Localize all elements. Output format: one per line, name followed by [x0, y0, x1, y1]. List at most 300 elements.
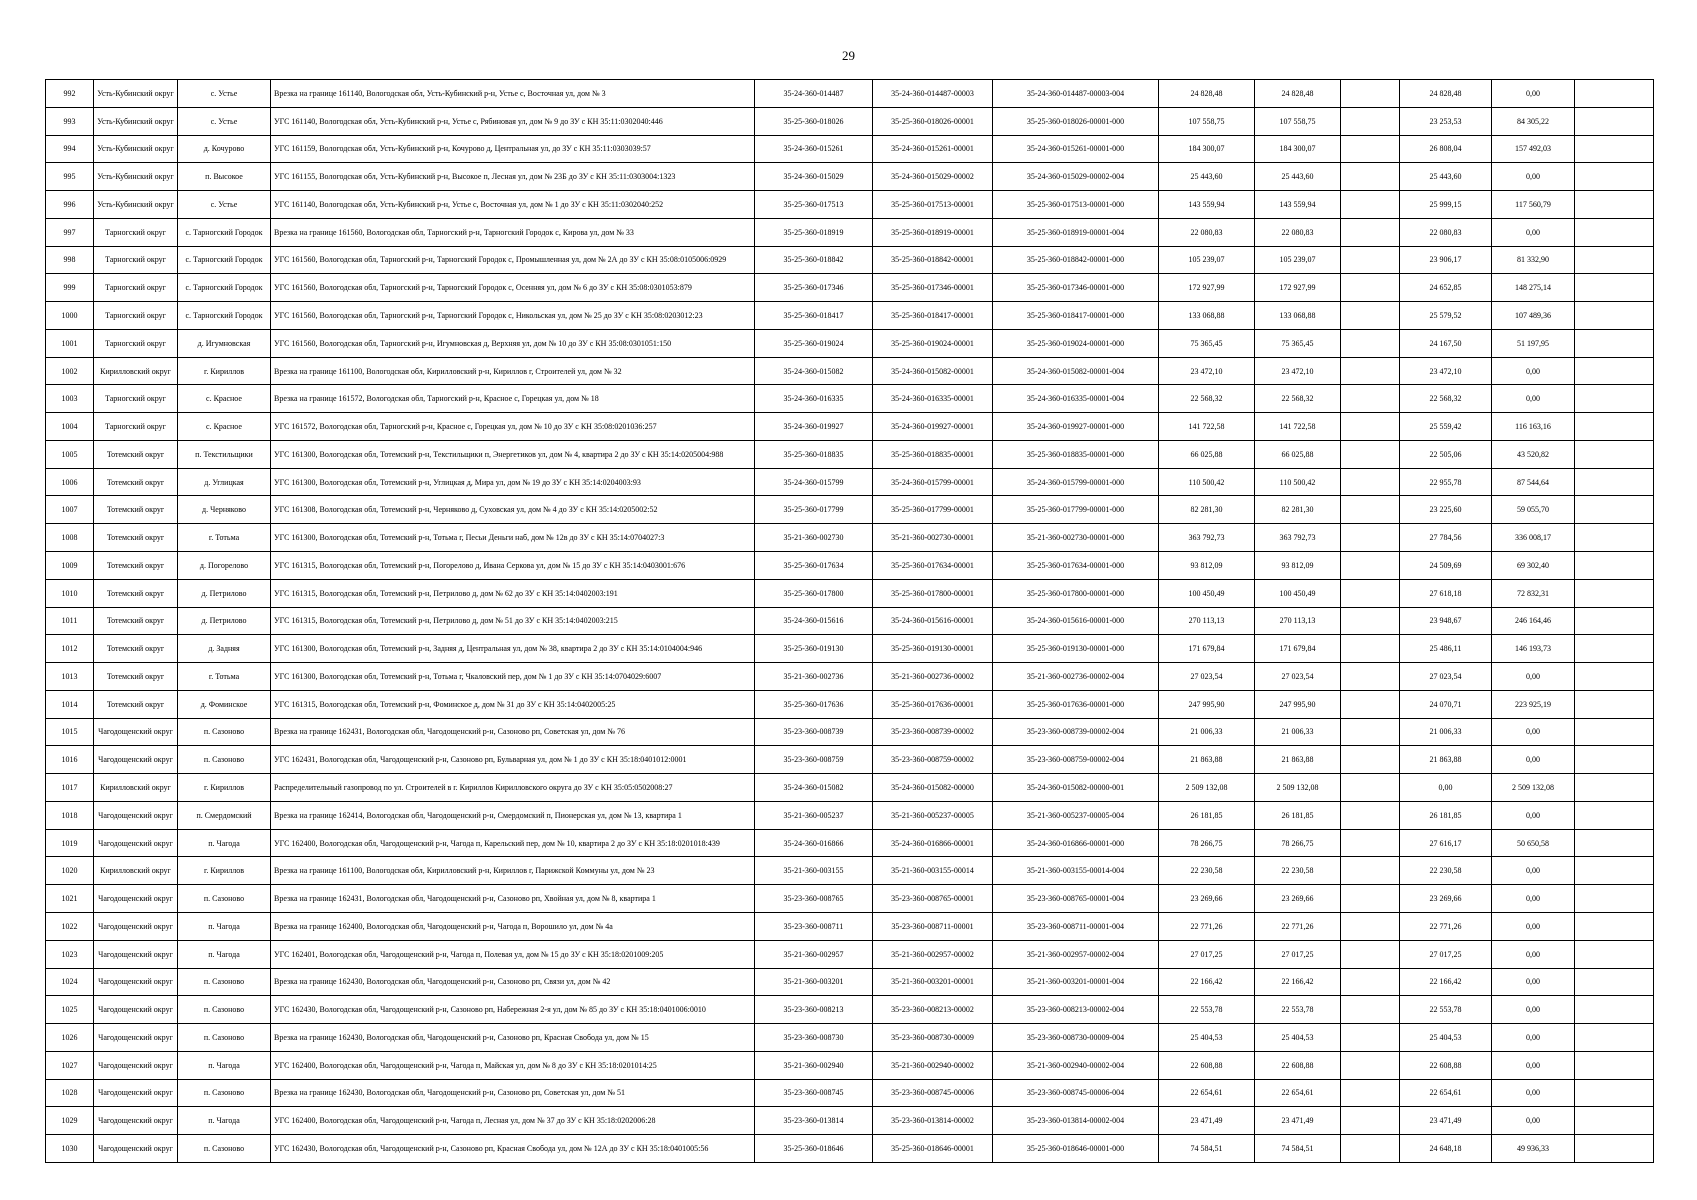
- empty-cell: [1341, 524, 1400, 552]
- amount-cell: 22 166,42: [1400, 968, 1492, 996]
- initial-cost-cell: 27 023,54: [1159, 663, 1255, 691]
- row-number-cell: 1005: [46, 440, 94, 468]
- row-number-cell: 1018: [46, 801, 94, 829]
- locality-cell: п. Сазоново: [178, 968, 271, 996]
- remaining-cost-cell: 50 650,58: [1492, 829, 1575, 857]
- table-row: [46, 191, 1654, 219]
- table-row: [46, 996, 1654, 1024]
- initial-cost-cell: 22 568,32: [1159, 385, 1255, 413]
- row-number-cell: 1009: [46, 552, 94, 580]
- row-number-cell: 1011: [46, 607, 94, 635]
- subobject-code-cell: 35-25-360-018417-00001: [873, 302, 993, 330]
- full-code-cell: 35-25-360-017799-00001-000: [993, 496, 1159, 524]
- address-cell: УГС 161159, Вологодская обл, Усть-Кубинский р-н, Кочурово д, Центральная ул, до ЗУ с КН 35:11:0303039:57: [271, 135, 755, 163]
- notes-cell: [1575, 940, 1654, 968]
- table-row: [46, 579, 1654, 607]
- full-code-cell: 35-25-360-019130-00001-000: [993, 635, 1159, 663]
- remaining-cost-cell: 0,00: [1492, 801, 1575, 829]
- object-code-cell: 35-25-360-018919: [755, 218, 873, 246]
- address-cell: УГС 161300, Вологодская обл, Тотемский р-н, Задняя д, Центральная ул, дом № 38, квартира 2 до ЗУ с КН 35:14:0104004:946: [271, 635, 755, 663]
- address-cell: УГС 161315, Вологодская обл, Тотемский р-н, Фоминское д, дом № 31 до ЗУ с КН 35:14:0402005:25: [271, 690, 755, 718]
- full-code-cell: 35-23-360-008759-00002-004: [993, 746, 1159, 774]
- cost-cell: 172 927,99: [1255, 274, 1341, 302]
- district-cell: Чагодощенский округ: [94, 746, 178, 774]
- notes-cell: [1575, 468, 1654, 496]
- notes-cell: [1575, 357, 1654, 385]
- address-cell: УГС 162401, Вологодская обл, Чагодощенский р-н, Чагода п, Полевая ул, дом № 15 до ЗУ с КН 35:18:0201009:205: [271, 940, 755, 968]
- empty-cell: [1341, 385, 1400, 413]
- initial-cost-cell: 171 679,84: [1159, 635, 1255, 663]
- initial-cost-cell: 110 500,42: [1159, 468, 1255, 496]
- address-cell: УГС 161155, Вологодская обл, Усть-Кубинский р-н, Высокое п, Лесная ул, дом № 23Б до ЗУ с КН 35:11:0303004:1323: [271, 163, 755, 191]
- subobject-code-cell: 35-24-360-015261-00001: [873, 135, 993, 163]
- empty-cell: [1341, 718, 1400, 746]
- subobject-code-cell: 35-23-360-008213-00002: [873, 996, 993, 1024]
- remaining-cost-cell: 0,00: [1492, 857, 1575, 885]
- district-cell: Тотемский округ: [94, 468, 178, 496]
- subobject-code-cell: 35-21-360-005237-00005: [873, 801, 993, 829]
- notes-cell: [1575, 857, 1654, 885]
- district-cell: Кирилловский округ: [94, 857, 178, 885]
- table-row: [46, 80, 1654, 108]
- initial-cost-cell: 21 863,88: [1159, 746, 1255, 774]
- remaining-cost-cell: 0,00: [1492, 218, 1575, 246]
- subobject-code-cell: 35-24-360-019927-00001: [873, 413, 993, 441]
- registry-body: [46, 80, 1654, 1163]
- address-cell: УГС 161560, Вологодская обл, Тарногский р-н, Тарногский Городок с, Осенняя ул, дом № 6 до ЗУ с КН 35:08:0301053:879: [271, 274, 755, 302]
- table-row: [46, 1135, 1654, 1163]
- district-cell: Чагодощенский округ: [94, 829, 178, 857]
- object-code-cell: 35-21-360-005237: [755, 801, 873, 829]
- subobject-code-cell: 35-25-360-017346-00001: [873, 274, 993, 302]
- row-number-cell: 1021: [46, 885, 94, 913]
- empty-cell: [1341, 579, 1400, 607]
- empty-cell: [1341, 246, 1400, 274]
- subobject-code-cell: 35-24-360-015082-00001: [873, 357, 993, 385]
- notes-cell: [1575, 663, 1654, 691]
- cost-cell: 107 558,75: [1255, 107, 1341, 135]
- subobject-code-cell: 35-23-360-008711-00001: [873, 912, 993, 940]
- cost-cell: 25 404,53: [1255, 1024, 1341, 1052]
- district-cell: Чагодощенский округ: [94, 1024, 178, 1052]
- amount-cell: 25 404,53: [1400, 1024, 1492, 1052]
- address-cell: УГС 162400, Вологодская обл, Чагодощенский р-н, Чагода п, Майская ул, дом № 8 до ЗУ с КН 35:18:0201014:25: [271, 1051, 755, 1079]
- object-code-cell: 35-24-360-015261: [755, 135, 873, 163]
- full-code-cell: 35-24-360-015616-00001-000: [993, 607, 1159, 635]
- full-code-cell: 35-25-360-018835-00001-000: [993, 440, 1159, 468]
- empty-cell: [1341, 468, 1400, 496]
- subobject-code-cell: 35-23-360-008745-00006: [873, 1079, 993, 1107]
- district-cell: Чагодощенский округ: [94, 1051, 178, 1079]
- district-cell: Чагодощенский округ: [94, 968, 178, 996]
- row-number-cell: 1000: [46, 302, 94, 330]
- district-cell: Тарногский округ: [94, 413, 178, 441]
- initial-cost-cell: 247 995,90: [1159, 690, 1255, 718]
- district-cell: Тарногский округ: [94, 385, 178, 413]
- row-number-cell: 1030: [46, 1135, 94, 1163]
- notes-cell: [1575, 579, 1654, 607]
- locality-cell: д. Игумновская: [178, 329, 271, 357]
- full-code-cell: 35-24-360-015029-00002-004: [993, 163, 1159, 191]
- notes-cell: [1575, 829, 1654, 857]
- table-row: [46, 246, 1654, 274]
- notes-cell: [1575, 302, 1654, 330]
- remaining-cost-cell: 59 055,70: [1492, 496, 1575, 524]
- subobject-code-cell: 35-24-360-015029-00002: [873, 163, 993, 191]
- object-code-cell: 35-25-360-018835: [755, 440, 873, 468]
- object-code-cell: 35-25-360-017800: [755, 579, 873, 607]
- amount-cell: 23 269,66: [1400, 885, 1492, 913]
- address-cell: УГС 162400, Вологодская обл, Чагодощенский р-н, Чагода п, Карельский пер, дом № 10, квартира 2 до ЗУ с КН 35:18:0201018:439: [271, 829, 755, 857]
- initial-cost-cell: 100 450,49: [1159, 579, 1255, 607]
- row-number-cell: 1002: [46, 357, 94, 385]
- locality-cell: п. Чагода: [178, 1107, 271, 1135]
- full-code-cell: 35-24-360-015261-00001-000: [993, 135, 1159, 163]
- table-row: [46, 912, 1654, 940]
- remaining-cost-cell: 223 925,19: [1492, 690, 1575, 718]
- table-row: [46, 1107, 1654, 1135]
- remaining-cost-cell: 0,00: [1492, 163, 1575, 191]
- full-code-cell: 35-24-360-015082-00000-001: [993, 774, 1159, 802]
- subobject-code-cell: 35-23-360-008765-00001: [873, 885, 993, 913]
- cost-cell: 141 722,58: [1255, 413, 1341, 441]
- cost-cell: 22 230,58: [1255, 857, 1341, 885]
- locality-cell: п. Высокое: [178, 163, 271, 191]
- initial-cost-cell: 74 584,51: [1159, 1135, 1255, 1163]
- cost-cell: 363 792,73: [1255, 524, 1341, 552]
- object-code-cell: 35-24-360-016866: [755, 829, 873, 857]
- table-row: [46, 1024, 1654, 1052]
- row-number-cell: 1028: [46, 1079, 94, 1107]
- cost-cell: 22 654,61: [1255, 1079, 1341, 1107]
- notes-cell: [1575, 801, 1654, 829]
- row-number-cell: 1008: [46, 524, 94, 552]
- full-code-cell: 35-25-360-018646-00001-000: [993, 1135, 1159, 1163]
- district-cell: Чагодощенский округ: [94, 885, 178, 913]
- full-code-cell: 35-24-360-019927-00001-000: [993, 413, 1159, 441]
- district-cell: Усть-Кубинский округ: [94, 135, 178, 163]
- row-number-cell: 998: [46, 246, 94, 274]
- row-number-cell: 1015: [46, 718, 94, 746]
- full-code-cell: 35-23-360-008765-00001-004: [993, 885, 1159, 913]
- empty-cell: [1341, 413, 1400, 441]
- remaining-cost-cell: 49 936,33: [1492, 1135, 1575, 1163]
- amount-cell: 0,00: [1400, 774, 1492, 802]
- district-cell: Чагодощенский округ: [94, 940, 178, 968]
- object-code-cell: 35-24-360-014487: [755, 80, 873, 108]
- table-row: [46, 274, 1654, 302]
- object-code-cell: 35-25-360-017636: [755, 690, 873, 718]
- cost-cell: 24 828,48: [1255, 80, 1341, 108]
- table-row: [46, 746, 1654, 774]
- empty-cell: [1341, 1107, 1400, 1135]
- object-code-cell: 35-21-360-003155: [755, 857, 873, 885]
- initial-cost-cell: 133 068,88: [1159, 302, 1255, 330]
- locality-cell: с. Тарногский Городок: [178, 246, 271, 274]
- locality-cell: д. Погорелово: [178, 552, 271, 580]
- address-cell: Врезка на границе 162431, Вологодская обл, Чагодощенский р-н, Сазоново рп, Хвойная ул, дом № 8, квартира 1: [271, 885, 755, 913]
- object-code-cell: 35-25-360-018842: [755, 246, 873, 274]
- subobject-code-cell: 35-24-360-015799-00001: [873, 468, 993, 496]
- address-cell: Врезка на границе 162430, Вологодская обл, Чагодощенский р-н, Сазоново рп, Красная Свобода ул, дом № 15: [271, 1024, 755, 1052]
- notes-cell: [1575, 163, 1654, 191]
- cost-cell: 25 443,60: [1255, 163, 1341, 191]
- full-code-cell: 35-25-360-018417-00001-000: [993, 302, 1159, 330]
- district-cell: Чагодощенский округ: [94, 1079, 178, 1107]
- locality-cell: с. Тарногский Городок: [178, 302, 271, 330]
- amount-cell: 27 023,54: [1400, 663, 1492, 691]
- locality-cell: с. Красное: [178, 413, 271, 441]
- remaining-cost-cell: 0,00: [1492, 357, 1575, 385]
- subobject-code-cell: 35-24-360-015082-00000: [873, 774, 993, 802]
- remaining-cost-cell: 0,00: [1492, 746, 1575, 774]
- address-cell: УГС 161572, Вологодская обл, Тарногский р-н, Красное с, Горецкая ул, дом № 10 до ЗУ с КН 35:08:0201036:257: [271, 413, 755, 441]
- full-code-cell: 35-25-360-017634-00001-000: [993, 552, 1159, 580]
- district-cell: Чагодощенский округ: [94, 1107, 178, 1135]
- row-number-cell: 1027: [46, 1051, 94, 1079]
- locality-cell: г. Кириллов: [178, 357, 271, 385]
- initial-cost-cell: 172 927,99: [1159, 274, 1255, 302]
- remaining-cost-cell: 0,00: [1492, 80, 1575, 108]
- subobject-code-cell: 35-25-360-017634-00001: [873, 552, 993, 580]
- cost-cell: 21 863,88: [1255, 746, 1341, 774]
- cost-cell: 27 017,25: [1255, 940, 1341, 968]
- address-cell: Врезка на границе 161560, Вологодская обл, Тарногский р-н, Тарногский Городок с, Кирова ул, дом № 33: [271, 218, 755, 246]
- district-cell: Чагодощенский округ: [94, 912, 178, 940]
- initial-cost-cell: 27 017,25: [1159, 940, 1255, 968]
- locality-cell: п. Смердомский: [178, 801, 271, 829]
- cost-cell: 23 269,66: [1255, 885, 1341, 913]
- amount-cell: 27 784,56: [1400, 524, 1492, 552]
- notes-cell: [1575, 1024, 1654, 1052]
- address-cell: Врезка на границе 161140, Вологодская обл, Усть-Кубинский р-н, Устье с, Восточная ул, дом № 3: [271, 80, 755, 108]
- amount-cell: 26 808,04: [1400, 135, 1492, 163]
- object-code-cell: 35-21-360-002957: [755, 940, 873, 968]
- locality-cell: д. Черняково: [178, 496, 271, 524]
- table-row: [46, 663, 1654, 691]
- notes-cell: [1575, 1135, 1654, 1163]
- locality-cell: п. Текстильщики: [178, 440, 271, 468]
- cost-cell: 26 181,85: [1255, 801, 1341, 829]
- locality-cell: д. Фоминское: [178, 690, 271, 718]
- initial-cost-cell: 22 654,61: [1159, 1079, 1255, 1107]
- empty-cell: [1341, 107, 1400, 135]
- row-number-cell: 1020: [46, 857, 94, 885]
- district-cell: Тарногский округ: [94, 246, 178, 274]
- table-row: [46, 635, 1654, 663]
- remaining-cost-cell: 43 520,82: [1492, 440, 1575, 468]
- empty-cell: [1341, 552, 1400, 580]
- cost-cell: 133 068,88: [1255, 302, 1341, 330]
- table-row: [46, 496, 1654, 524]
- locality-cell: п. Сазоново: [178, 996, 271, 1024]
- remaining-cost-cell: 0,00: [1492, 996, 1575, 1024]
- full-code-cell: 35-25-360-017513-00001-000: [993, 191, 1159, 219]
- address-cell: УГС 161308, Вологодская обл, Тотемский р-н, Черняково д, Суховская ул, дом № 4 до ЗУ с КН 35:14:0205002:52: [271, 496, 755, 524]
- amount-cell: 23 253,53: [1400, 107, 1492, 135]
- amount-cell: 22 654,61: [1400, 1079, 1492, 1107]
- full-code-cell: 35-24-360-016866-00001-000: [993, 829, 1159, 857]
- notes-cell: [1575, 912, 1654, 940]
- full-code-cell: 35-21-360-002940-00002-004: [993, 1051, 1159, 1079]
- table-row: [46, 440, 1654, 468]
- initial-cost-cell: 75 365,45: [1159, 329, 1255, 357]
- remaining-cost-cell: 0,00: [1492, 718, 1575, 746]
- cost-cell: 23 472,10: [1255, 357, 1341, 385]
- notes-cell: [1575, 718, 1654, 746]
- notes-cell: [1575, 80, 1654, 108]
- table-row: [46, 690, 1654, 718]
- notes-cell: [1575, 607, 1654, 635]
- remaining-cost-cell: 0,00: [1492, 1107, 1575, 1135]
- remaining-cost-cell: 336 008,17: [1492, 524, 1575, 552]
- initial-cost-cell: 66 025,88: [1159, 440, 1255, 468]
- district-cell: Усть-Кубинский округ: [94, 163, 178, 191]
- registry-table: [45, 79, 1654, 1163]
- district-cell: Усть-Кубинский округ: [94, 191, 178, 219]
- full-code-cell: 35-21-360-003201-00001-004: [993, 968, 1159, 996]
- initial-cost-cell: 22 771,26: [1159, 912, 1255, 940]
- district-cell: Кирилловский округ: [94, 774, 178, 802]
- table-row: [46, 413, 1654, 441]
- subobject-code-cell: 35-21-360-002730-00001: [873, 524, 993, 552]
- district-cell: Тотемский округ: [94, 552, 178, 580]
- object-code-cell: 35-25-360-019130: [755, 635, 873, 663]
- subobject-code-cell: 35-25-360-017799-00001: [873, 496, 993, 524]
- locality-cell: с. Устье: [178, 107, 271, 135]
- district-cell: Чагодощенский округ: [94, 718, 178, 746]
- address-cell: УГС 161140, Вологодская обл, Усть-Кубинский р-н, Устье с, Рябиновая ул, дом № 9 до ЗУ с КН 35:11:0302040:446: [271, 107, 755, 135]
- locality-cell: г. Тотьма: [178, 663, 271, 691]
- full-code-cell: 35-25-360-017800-00001-000: [993, 579, 1159, 607]
- empty-cell: [1341, 857, 1400, 885]
- initial-cost-cell: 143 559,94: [1159, 191, 1255, 219]
- locality-cell: г. Тотьма: [178, 524, 271, 552]
- address-cell: УГС 162430, Вологодская обл, Чагодощенский р-н, Сазоново рп, Красная Свобода ул, дом № 12А до ЗУ с КН 35:18:0401005:56: [271, 1135, 755, 1163]
- remaining-cost-cell: 148 275,14: [1492, 274, 1575, 302]
- notes-cell: [1575, 413, 1654, 441]
- row-number-cell: 994: [46, 135, 94, 163]
- locality-cell: с. Устье: [178, 80, 271, 108]
- subobject-code-cell: 35-25-360-018835-00001: [873, 440, 993, 468]
- empty-cell: [1341, 968, 1400, 996]
- address-cell: УГС 161300, Вологодская обл, Тотемский р-н, Углицкая д, Мира ул, дом № 19 до ЗУ с КН 35:14:0204003:93: [271, 468, 755, 496]
- table-row: [46, 385, 1654, 413]
- notes-cell: [1575, 885, 1654, 913]
- remaining-cost-cell: 0,00: [1492, 912, 1575, 940]
- notes-cell: [1575, 968, 1654, 996]
- remaining-cost-cell: 246 164,46: [1492, 607, 1575, 635]
- district-cell: Тотемский округ: [94, 663, 178, 691]
- remaining-cost-cell: 0,00: [1492, 1051, 1575, 1079]
- amount-cell: 23 906,17: [1400, 246, 1492, 274]
- table-row: [46, 885, 1654, 913]
- cost-cell: 2 509 132,08: [1255, 774, 1341, 802]
- initial-cost-cell: 82 281,30: [1159, 496, 1255, 524]
- object-code-cell: 35-23-360-008739: [755, 718, 873, 746]
- table-row: [46, 302, 1654, 330]
- locality-cell: п. Чагода: [178, 912, 271, 940]
- district-cell: Усть-Кубинский округ: [94, 80, 178, 108]
- remaining-cost-cell: 84 305,22: [1492, 107, 1575, 135]
- amount-cell: 22 771,26: [1400, 912, 1492, 940]
- object-code-cell: 35-25-360-018646: [755, 1135, 873, 1163]
- notes-cell: [1575, 107, 1654, 135]
- cost-cell: 22 568,32: [1255, 385, 1341, 413]
- amount-cell: 25 486,11: [1400, 635, 1492, 663]
- subobject-code-cell: 35-21-360-002957-00002: [873, 940, 993, 968]
- cost-cell: 22 166,42: [1255, 968, 1341, 996]
- full-code-cell: 35-24-360-014487-00003-004: [993, 80, 1159, 108]
- cost-cell: 82 281,30: [1255, 496, 1341, 524]
- address-cell: УГС 161140, Вологодская обл, Усть-Кубинский р-н, Устье с, Восточная ул, дом № 1 до ЗУ с КН 35:11:0302040:252: [271, 191, 755, 219]
- row-number-cell: 1006: [46, 468, 94, 496]
- table-row: [46, 857, 1654, 885]
- row-number-cell: 1023: [46, 940, 94, 968]
- object-code-cell: 35-25-360-018026: [755, 107, 873, 135]
- table-row: [46, 829, 1654, 857]
- district-cell: Тотемский округ: [94, 524, 178, 552]
- cost-cell: 22 771,26: [1255, 912, 1341, 940]
- full-code-cell: 35-25-360-018842-00001-000: [993, 246, 1159, 274]
- table-row: [46, 607, 1654, 635]
- table-row: [46, 107, 1654, 135]
- row-number-cell: 1017: [46, 774, 94, 802]
- cost-cell: 23 471,49: [1255, 1107, 1341, 1135]
- subobject-code-cell: 35-25-360-018026-00001: [873, 107, 993, 135]
- locality-cell: п. Сазоново: [178, 746, 271, 774]
- cost-cell: 270 113,13: [1255, 607, 1341, 635]
- object-code-cell: 35-25-360-018417: [755, 302, 873, 330]
- subobject-code-cell: 35-21-360-002940-00002: [873, 1051, 993, 1079]
- locality-cell: г. Кириллов: [178, 774, 271, 802]
- address-cell: УГС 161315, Вологодская обл, Тотемский р-н, Петрилово д, дом № 51 до ЗУ с КН 35:14:0402003:215: [271, 607, 755, 635]
- initial-cost-cell: 78 266,75: [1159, 829, 1255, 857]
- amount-cell: 22 568,32: [1400, 385, 1492, 413]
- object-code-cell: 35-24-360-015082: [755, 357, 873, 385]
- remaining-cost-cell: 72 832,31: [1492, 579, 1575, 607]
- object-code-cell: 35-25-360-017799: [755, 496, 873, 524]
- remaining-cost-cell: 0,00: [1492, 968, 1575, 996]
- notes-cell: [1575, 996, 1654, 1024]
- locality-cell: п. Сазоново: [178, 1079, 271, 1107]
- address-cell: УГС 161300, Вологодская обл, Тотемский р-н, Тотьма г, Песьи Деньги наб, дом № 12в до ЗУ с КН 35:14:0704027:3: [271, 524, 755, 552]
- empty-cell: [1341, 329, 1400, 357]
- empty-cell: [1341, 801, 1400, 829]
- district-cell: Тарногский округ: [94, 302, 178, 330]
- full-code-cell: 35-21-360-005237-00005-004: [993, 801, 1159, 829]
- empty-cell: [1341, 1135, 1400, 1163]
- row-number-cell: 1019: [46, 829, 94, 857]
- empty-cell: [1341, 635, 1400, 663]
- locality-cell: д. Углицкая: [178, 468, 271, 496]
- full-code-cell: 35-23-360-008213-00002-004: [993, 996, 1159, 1024]
- address-cell: УГС 161300, Вологодская обл, Тотемский р-н, Текстильщики п, Энергетиков ул, дом № 4, квартира 2 до ЗУ с КН 35:14:0205004:988: [271, 440, 755, 468]
- object-code-cell: 35-25-360-019024: [755, 329, 873, 357]
- row-number-cell: 1026: [46, 1024, 94, 1052]
- row-number-cell: 1025: [46, 996, 94, 1024]
- empty-cell: [1341, 135, 1400, 163]
- full-code-cell: 35-23-360-008745-00006-004: [993, 1079, 1159, 1107]
- table-row: [46, 163, 1654, 191]
- row-number-cell: 1012: [46, 635, 94, 663]
- empty-cell: [1341, 440, 1400, 468]
- district-cell: Тотемский округ: [94, 496, 178, 524]
- cost-cell: 74 584,51: [1255, 1135, 1341, 1163]
- locality-cell: д. Петрилово: [178, 607, 271, 635]
- subobject-code-cell: 35-21-360-003201-00001: [873, 968, 993, 996]
- initial-cost-cell: 22 166,42: [1159, 968, 1255, 996]
